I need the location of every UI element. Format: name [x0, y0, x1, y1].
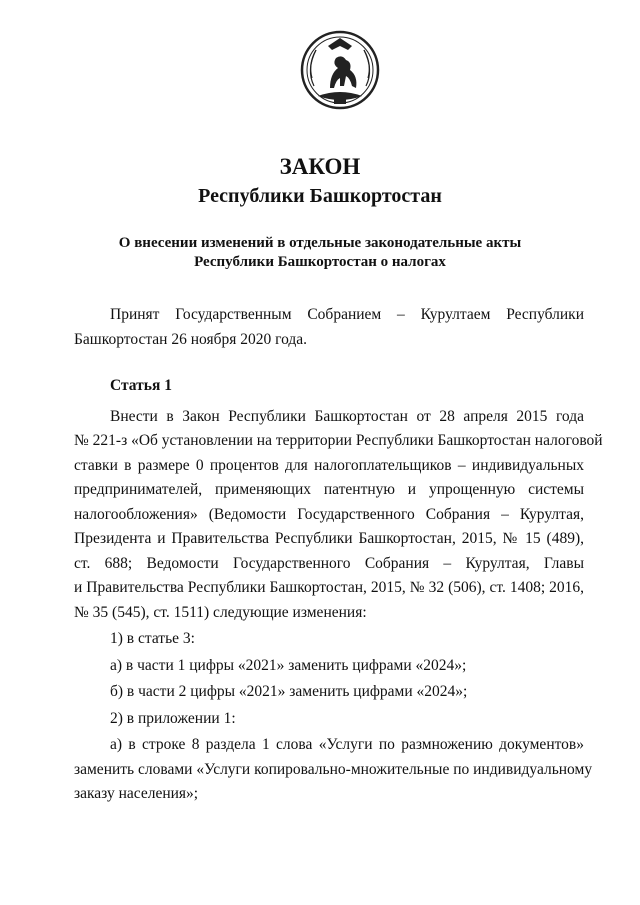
paragraph-line: предпринимателей, применяющих патентную и упрощенную системы: [74, 481, 584, 498]
list-item: [74, 733, 593, 807]
paragraph-line: налогообложения» (Ведомости Государственного Собрания – Курултая,: [74, 505, 584, 523]
paragraph-line: ставки в размере 0 процентов для налогоплательщиков – индивидуальных: [74, 456, 584, 474]
paragraph-line: и Правительства Республики Башкортостан, 2015, № 32 (506), ст. 1408; 2016,: [74, 579, 584, 596]
list-item: 2) в приложении 1:: [110, 709, 236, 727]
article-heading: Статья 1: [110, 377, 172, 394]
article-paragraph: [74, 405, 603, 626]
paragraph-line: № 221-з «Об установлении на территории Республики Башкортостан налоговой: [74, 432, 603, 449]
paragraph-line: заказу населения»;: [74, 785, 199, 802]
paragraph-line: а) в строке 8 раздела 1 слова «Услуги по размножению документов»: [110, 736, 584, 753]
document-subtitle: [0, 234, 640, 272]
paragraph-line: № 35 (545), ст. 1511) следующие изменения:: [74, 603, 367, 621]
document-body: [74, 303, 603, 807]
bashkortostan-coat-of-arms-icon: [300, 26, 380, 114]
paragraph-line: заменить словами «Услуги копировально-множительные по индивидуальному: [74, 760, 593, 778]
list-item: б) в части 2 цифры «2021» заменить цифрами «2024»;: [110, 683, 468, 700]
paragraph-line: Президента и Правительства Республики Башкортостан, 2015, № 15 (489),: [74, 530, 584, 547]
intro-line: Принят Государственным Собранием – Курултаем Республики: [110, 306, 584, 323]
subtitle-line: Республики Башкортостан о налогах: [194, 254, 446, 270]
document-title: ЗАКОН: [279, 154, 361, 179]
list-item: 1) в статье 3:: [110, 630, 195, 647]
paragraph-line: Внести в Закон Республики Башкортостан от 28 апреля 2015 года: [110, 407, 584, 425]
paragraph-line: ст. 688; Ведомости Государственного Собрания – Курултая, Главы: [74, 554, 584, 572]
list-item: а) в части 1 цифры «2021» заменить цифрами «2024»;: [110, 656, 467, 674]
document-title-region: Республики Башкортостан: [198, 185, 442, 207]
intro-line: Башкортостан 26 ноября 2020 года.: [74, 330, 308, 348]
subtitle-line: О внесении изменений в отдельные законодательные акты: [118, 235, 522, 251]
